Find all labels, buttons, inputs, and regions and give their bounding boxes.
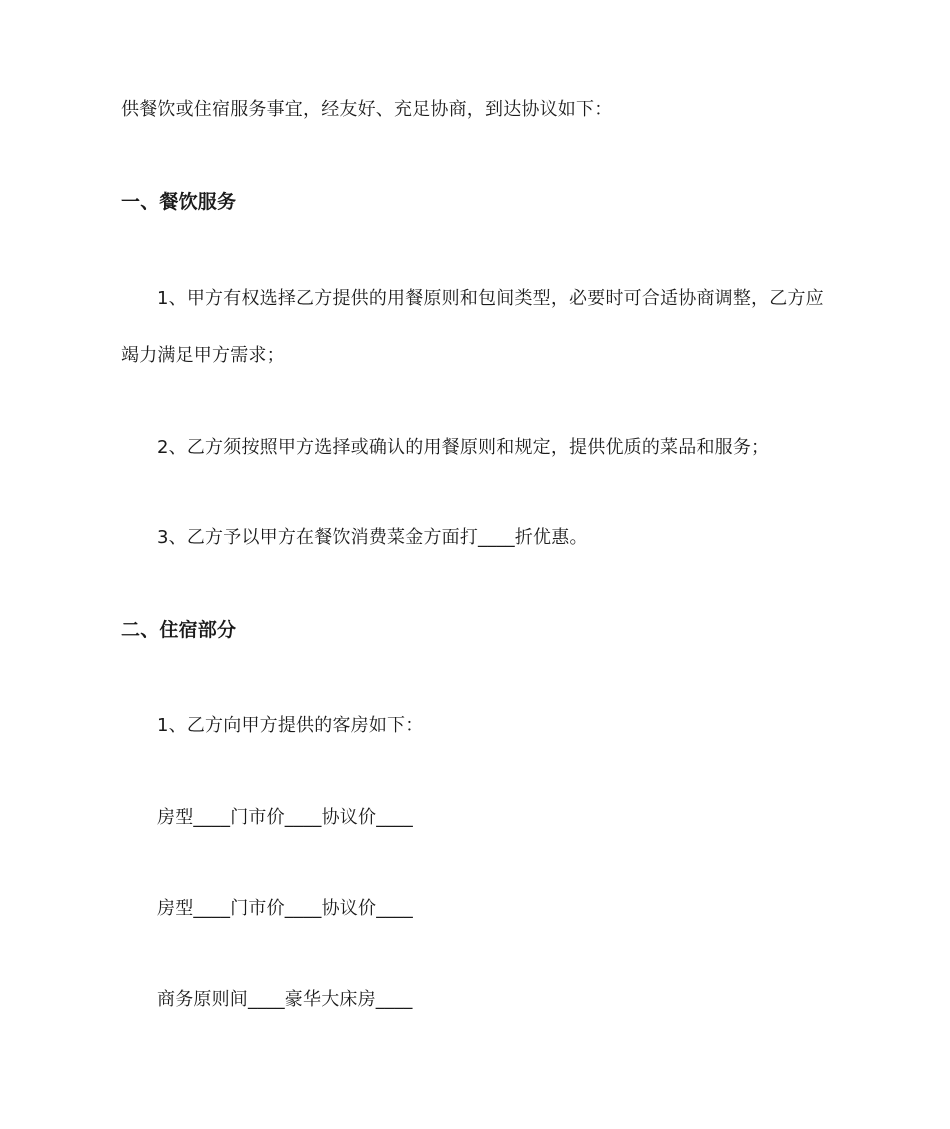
room-row-1: 房型____门市价____协议价____ [157, 807, 413, 828]
catering-item-1-line-2: 竭力满足甲方需求； [121, 345, 285, 366]
section-heading-accommodation: 二、住宿部分 [121, 619, 237, 641]
room-row-2: 房型____门市价____协议价____ [157, 898, 413, 919]
catering-item-1-line-1: 1、甲方有权选择乙方提供的用餐原则和包间类型，必要时可合适协商调整，乙方应 [157, 288, 824, 309]
section-heading-catering: 一、餐饮服务 [121, 191, 237, 213]
intro-paragraph: 供餐饮或住宿服务事宜，经友好、充足协商，到达协议如下： [121, 99, 613, 120]
catering-item-3: 3、乙方予以甲方在餐饮消费菜金方面打____折优惠。 [157, 527, 588, 548]
catering-item-2: 2、乙方须按照甲方选择或确认的用餐原则和规定，提供优质的菜品和服务； [157, 437, 770, 458]
room-row-3: 商务原则间____豪华大床房____ [157, 989, 413, 1010]
accommodation-item-1: 1、乙方向甲方提供的客房如下： [157, 715, 424, 736]
